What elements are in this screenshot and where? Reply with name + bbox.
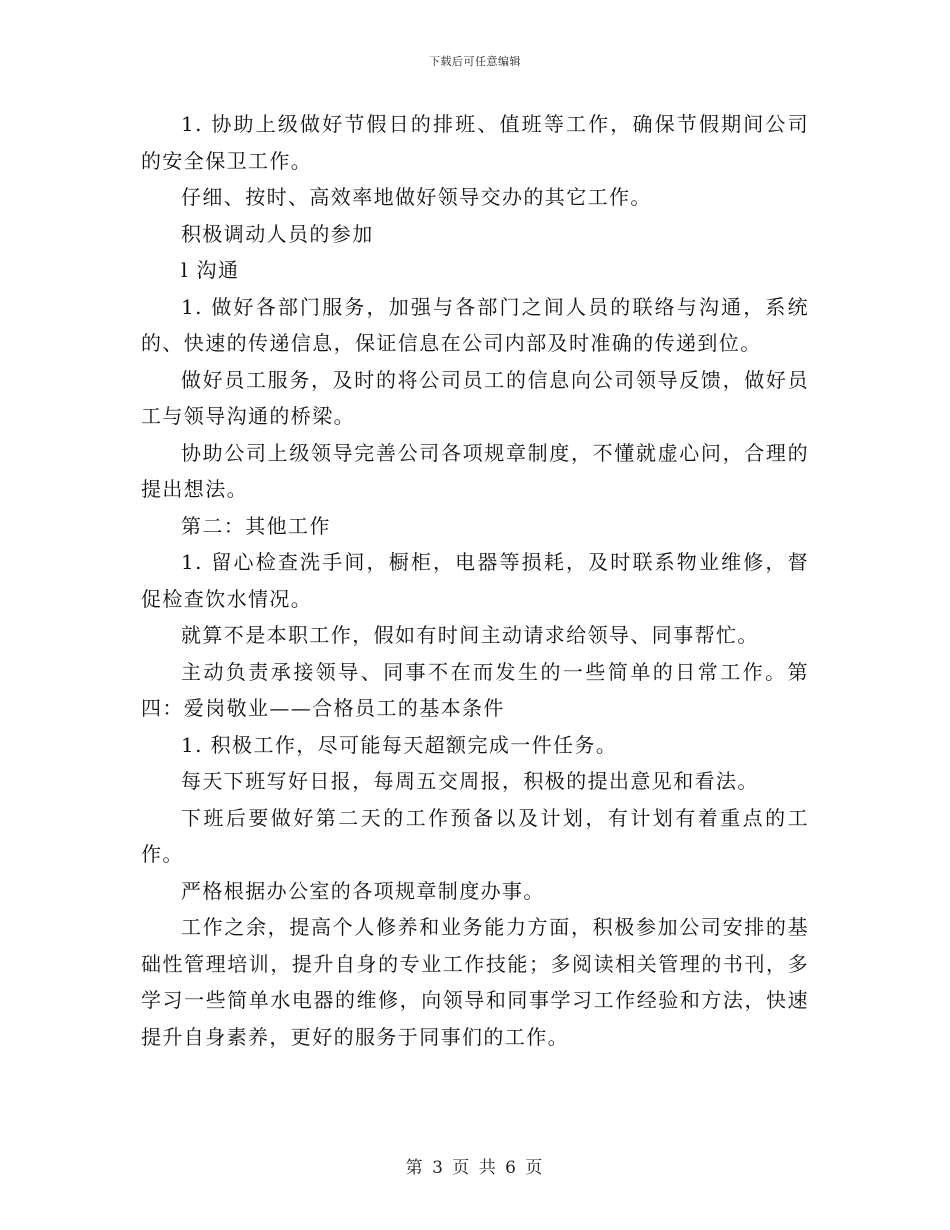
paragraph: 下班后要做好第二天的工作预备以及计划，有计划有着重点的工作。 [141,805,809,866]
paragraph: l 沟通 [181,258,240,282]
paragraph: 1. 留心检查洗手间，橱柜，电器等损耗，及时联系物业维修，督促检查饮水情况。 [141,550,809,611]
paragraph: 1. 积极工作，尽可能每天超额完成一件任务。 [181,732,618,757]
paragraph: 积极调动人员的参加 [181,221,374,246]
paragraph: 主动负责承接领导、同事不在而发生的一些简单的日常工作。第四：爱岗敬业——合格员工的基本条件 [141,659,809,720]
paragraph: 严格根据办公室的各项规章制度办事。 [181,878,545,903]
section-heading: 第二：其他工作 [181,513,331,538]
paragraph: 1. 做好各部门服务，加强与各部门之间人员的联络与沟通，系统的、快速的传递信息，保证信息在公司内部及时准确的传递到位。 [141,294,809,355]
paragraph: 1. 协助上级做好节假日的排班、值班等工作，确保节假期间公司的安全保卫工作。 [141,112,809,173]
page-number-footer [0,1153,950,1178]
paragraph: 仔细、按时、高效率地做好领导交办的其它工作。 [181,185,652,209]
page-number-label: 第 3 页 共 6 页 [405,1158,545,1178]
paragraph: 工作之余，提高个人修养和业务能力方面，积极参加公司安排的基础性管理培训，提升自身的专业工作技能；多阅读相关管理的书刊，多学习一些简单水电器的维修，向领导和同事学习工作经验和方法，快速提升自身素养，更好的服务于同事们的工作。 [141,915,809,1049]
document-body [141,106,809,1055]
paragraph: 就算不是本职工作，假如有时间主动请求给领导、同事帮忙。 [181,623,759,647]
header-note: 下载后可任意编辑 [429,55,521,68]
paragraph: 每天下班写好日报，每周五交周报，积极的提出意见和看法。 [181,769,759,793]
paragraph: 做好员工服务，及时的将公司员工的信息向公司领导反馈，做好员工与领导沟通的桥梁。 [141,367,809,428]
paragraph: 协助公司上级领导完善公司各项规章制度，不懂就虚心问，合理的提出想法。 [141,440,809,501]
